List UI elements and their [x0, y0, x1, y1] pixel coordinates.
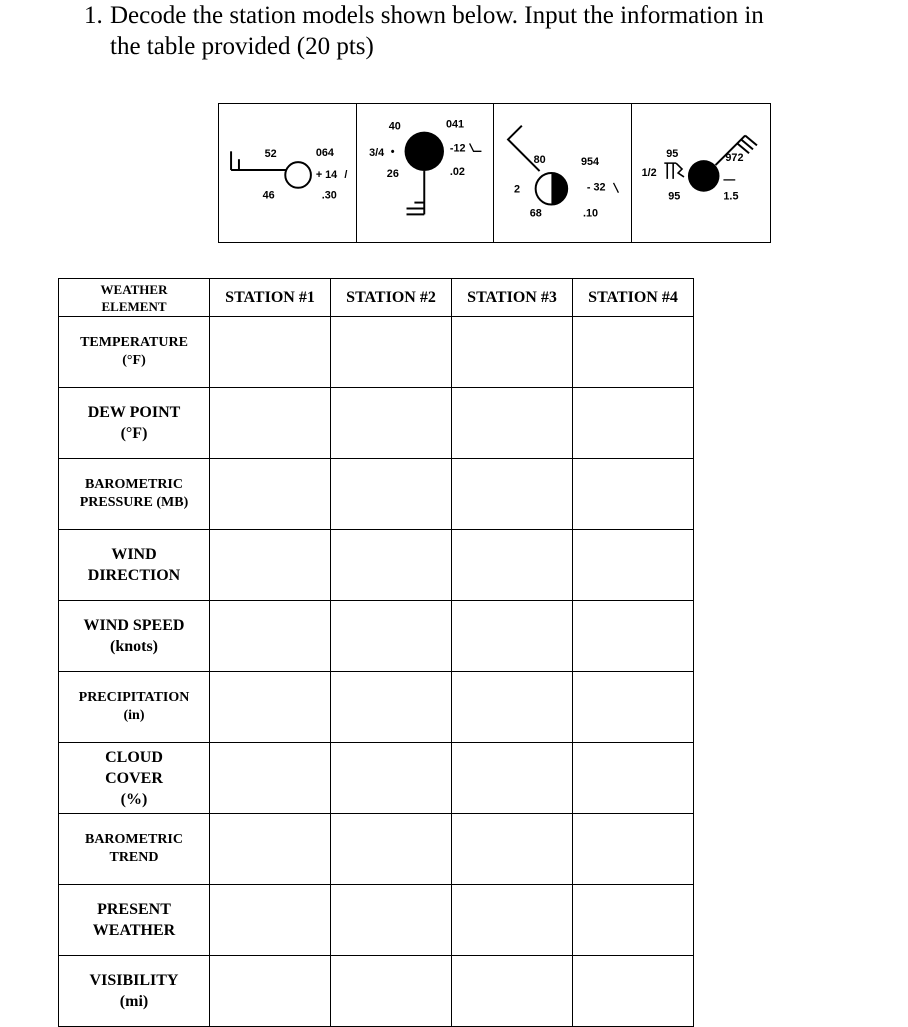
row-label: TEMPERATURE (°F): [59, 317, 210, 388]
sky-cover-circle: [285, 162, 311, 188]
table-row: [59, 317, 694, 388]
answer-cell-station-2[interactable]: [331, 814, 452, 885]
answer-cell-station-4[interactable]: [573, 388, 694, 459]
answer-cell-station-3[interactable]: [452, 672, 573, 743]
answer-cell-station-3[interactable]: [452, 814, 573, 885]
row-label: DEW POINT (°F): [59, 388, 210, 459]
row-label: WIND DIRECTION: [59, 530, 210, 601]
sky-cover-circle: [404, 132, 443, 171]
table-body: [59, 317, 694, 1027]
answer-cell-station-2[interactable]: [331, 530, 452, 601]
pressure-value: 041: [445, 118, 464, 131]
answer-cell-station-4[interactable]: [573, 459, 694, 530]
answer-cell-station-4[interactable]: [573, 601, 694, 672]
table-row: [59, 388, 694, 459]
precipitation-value: .02: [449, 165, 465, 178]
answer-cell-station-3[interactable]: [452, 601, 573, 672]
temperature-value: 95: [665, 148, 678, 161]
station-1-header: STATION #1: [210, 279, 331, 317]
answer-cell-station-3[interactable]: [452, 743, 573, 814]
station-model-4: [632, 104, 771, 242]
station-4-header: STATION #4: [573, 279, 694, 317]
table-row: [59, 814, 694, 885]
station-2-header: STATION #2: [331, 279, 452, 317]
answer-cell-station-1[interactable]: [210, 317, 331, 388]
station-model-1-diagram: [219, 104, 356, 242]
visibility-value: 2: [513, 183, 520, 196]
table-row: [59, 743, 694, 814]
precipitation-value: .10: [582, 207, 599, 220]
dew-point-value: 95: [667, 190, 680, 203]
visibility-value: 3/4: [368, 147, 384, 160]
table-row: [59, 459, 694, 530]
question-number: 1.: [84, 2, 103, 29]
answer-cell-station-3[interactable]: [452, 459, 573, 530]
answer-cell-station-1[interactable]: [210, 672, 331, 743]
trend-symbol: [469, 143, 481, 151]
answer-cell-station-4[interactable]: [573, 743, 694, 814]
row-label: CLOUD COVER (%): [59, 743, 210, 814]
pressure-value: 972: [724, 152, 743, 165]
station-model-2: [357, 104, 495, 242]
answer-cell-station-1[interactable]: [210, 388, 331, 459]
row-label: BAROMETRIC PRESSURE (MB): [59, 459, 210, 530]
table-row: [59, 601, 694, 672]
answer-cell-station-2[interactable]: [331, 317, 452, 388]
answer-cell-station-3[interactable]: [452, 388, 573, 459]
pressure-value: 954: [580, 156, 600, 169]
answer-cell-station-1[interactable]: [210, 459, 331, 530]
row-label: PRESENT WEATHER: [59, 885, 210, 956]
answer-cell-station-4[interactable]: [573, 885, 694, 956]
weather-symbol: •: [390, 146, 395, 159]
table-row: [59, 956, 694, 1027]
answer-cell-station-2[interactable]: [331, 743, 452, 814]
answer-cell-station-2[interactable]: [331, 388, 452, 459]
answer-cell-station-4[interactable]: [573, 814, 694, 885]
question-text: [84, 0, 884, 62]
station-3-header: STATION #3: [452, 279, 573, 317]
thunderstorm-symbol: [664, 163, 684, 179]
station-model-4-diagram: [632, 104, 771, 242]
row-label: WIND SPEED (knots): [59, 601, 210, 672]
table-row: [59, 672, 694, 743]
answer-cell-station-2[interactable]: [331, 956, 452, 1027]
station-models-strip: [218, 103, 771, 243]
row-label: BAROMETRIC TREND: [59, 814, 210, 885]
question-line-1: 1. Decode the station models shown below. Input the information in: [84, 2, 764, 29]
table-row: [59, 885, 694, 956]
question-line-2: the table provided (20 pts): [110, 33, 374, 60]
visibility-value: 1/2: [641, 166, 657, 179]
answer-cell-station-1[interactable]: [210, 601, 331, 672]
answer-cell-station-2[interactable]: [331, 601, 452, 672]
answer-cell-station-4[interactable]: [573, 956, 694, 1027]
answer-cell-station-3[interactable]: [452, 885, 573, 956]
answer-cell-station-4[interactable]: [573, 530, 694, 601]
station-model-1: [219, 104, 357, 242]
dew-point-value: 68: [529, 207, 542, 220]
pressure-value: 064: [315, 147, 334, 160]
answer-cell-station-4[interactable]: [573, 317, 694, 388]
row-label: VISIBILITY (mi): [59, 956, 210, 1027]
row-label: PRECIPITATION (in): [59, 672, 210, 743]
answer-cell-station-3[interactable]: [452, 956, 573, 1027]
answer-cell-station-1[interactable]: [210, 530, 331, 601]
sky-cover-circle: [687, 160, 719, 192]
temperature-value: 52: [264, 148, 277, 161]
station-model-2-diagram: [357, 104, 494, 242]
trend-value: + 14: [315, 168, 338, 181]
weather-element-header: WEATHER ELEMENT: [59, 279, 210, 317]
station-model-3: [494, 104, 632, 242]
trend-value: -12: [449, 142, 466, 155]
dew-point-value: 46: [262, 189, 275, 202]
answer-cell-station-1[interactable]: [210, 814, 331, 885]
trend-symbol: [614, 183, 619, 193]
answer-cell-station-2[interactable]: [331, 672, 452, 743]
answer-cell-station-2[interactable]: [331, 459, 452, 530]
temperature-value: 40: [388, 120, 401, 133]
answer-cell-station-2[interactable]: [331, 885, 452, 956]
precipitation-value: 1.5: [722, 190, 738, 203]
trend-value: - 32: [586, 181, 606, 194]
answer-cell-station-3[interactable]: [452, 317, 573, 388]
precipitation-value: .30: [321, 189, 337, 202]
trend-symbol: /: [344, 168, 348, 181]
station-model-3-diagram: [494, 104, 631, 242]
decode-table: [58, 278, 694, 1027]
answer-cell-station-1[interactable]: [210, 956, 331, 1027]
answer-cell-station-4[interactable]: [573, 672, 694, 743]
answer-cell-station-1[interactable]: [210, 743, 331, 814]
sky-cover-fill: [551, 173, 567, 205]
answer-cell-station-3[interactable]: [452, 530, 573, 601]
answer-cell-station-1[interactable]: [210, 885, 331, 956]
table-row: [59, 530, 694, 601]
table-header-row: [59, 279, 694, 317]
temperature-value: 80: [533, 154, 546, 167]
dew-point-value: 26: [386, 167, 399, 180]
